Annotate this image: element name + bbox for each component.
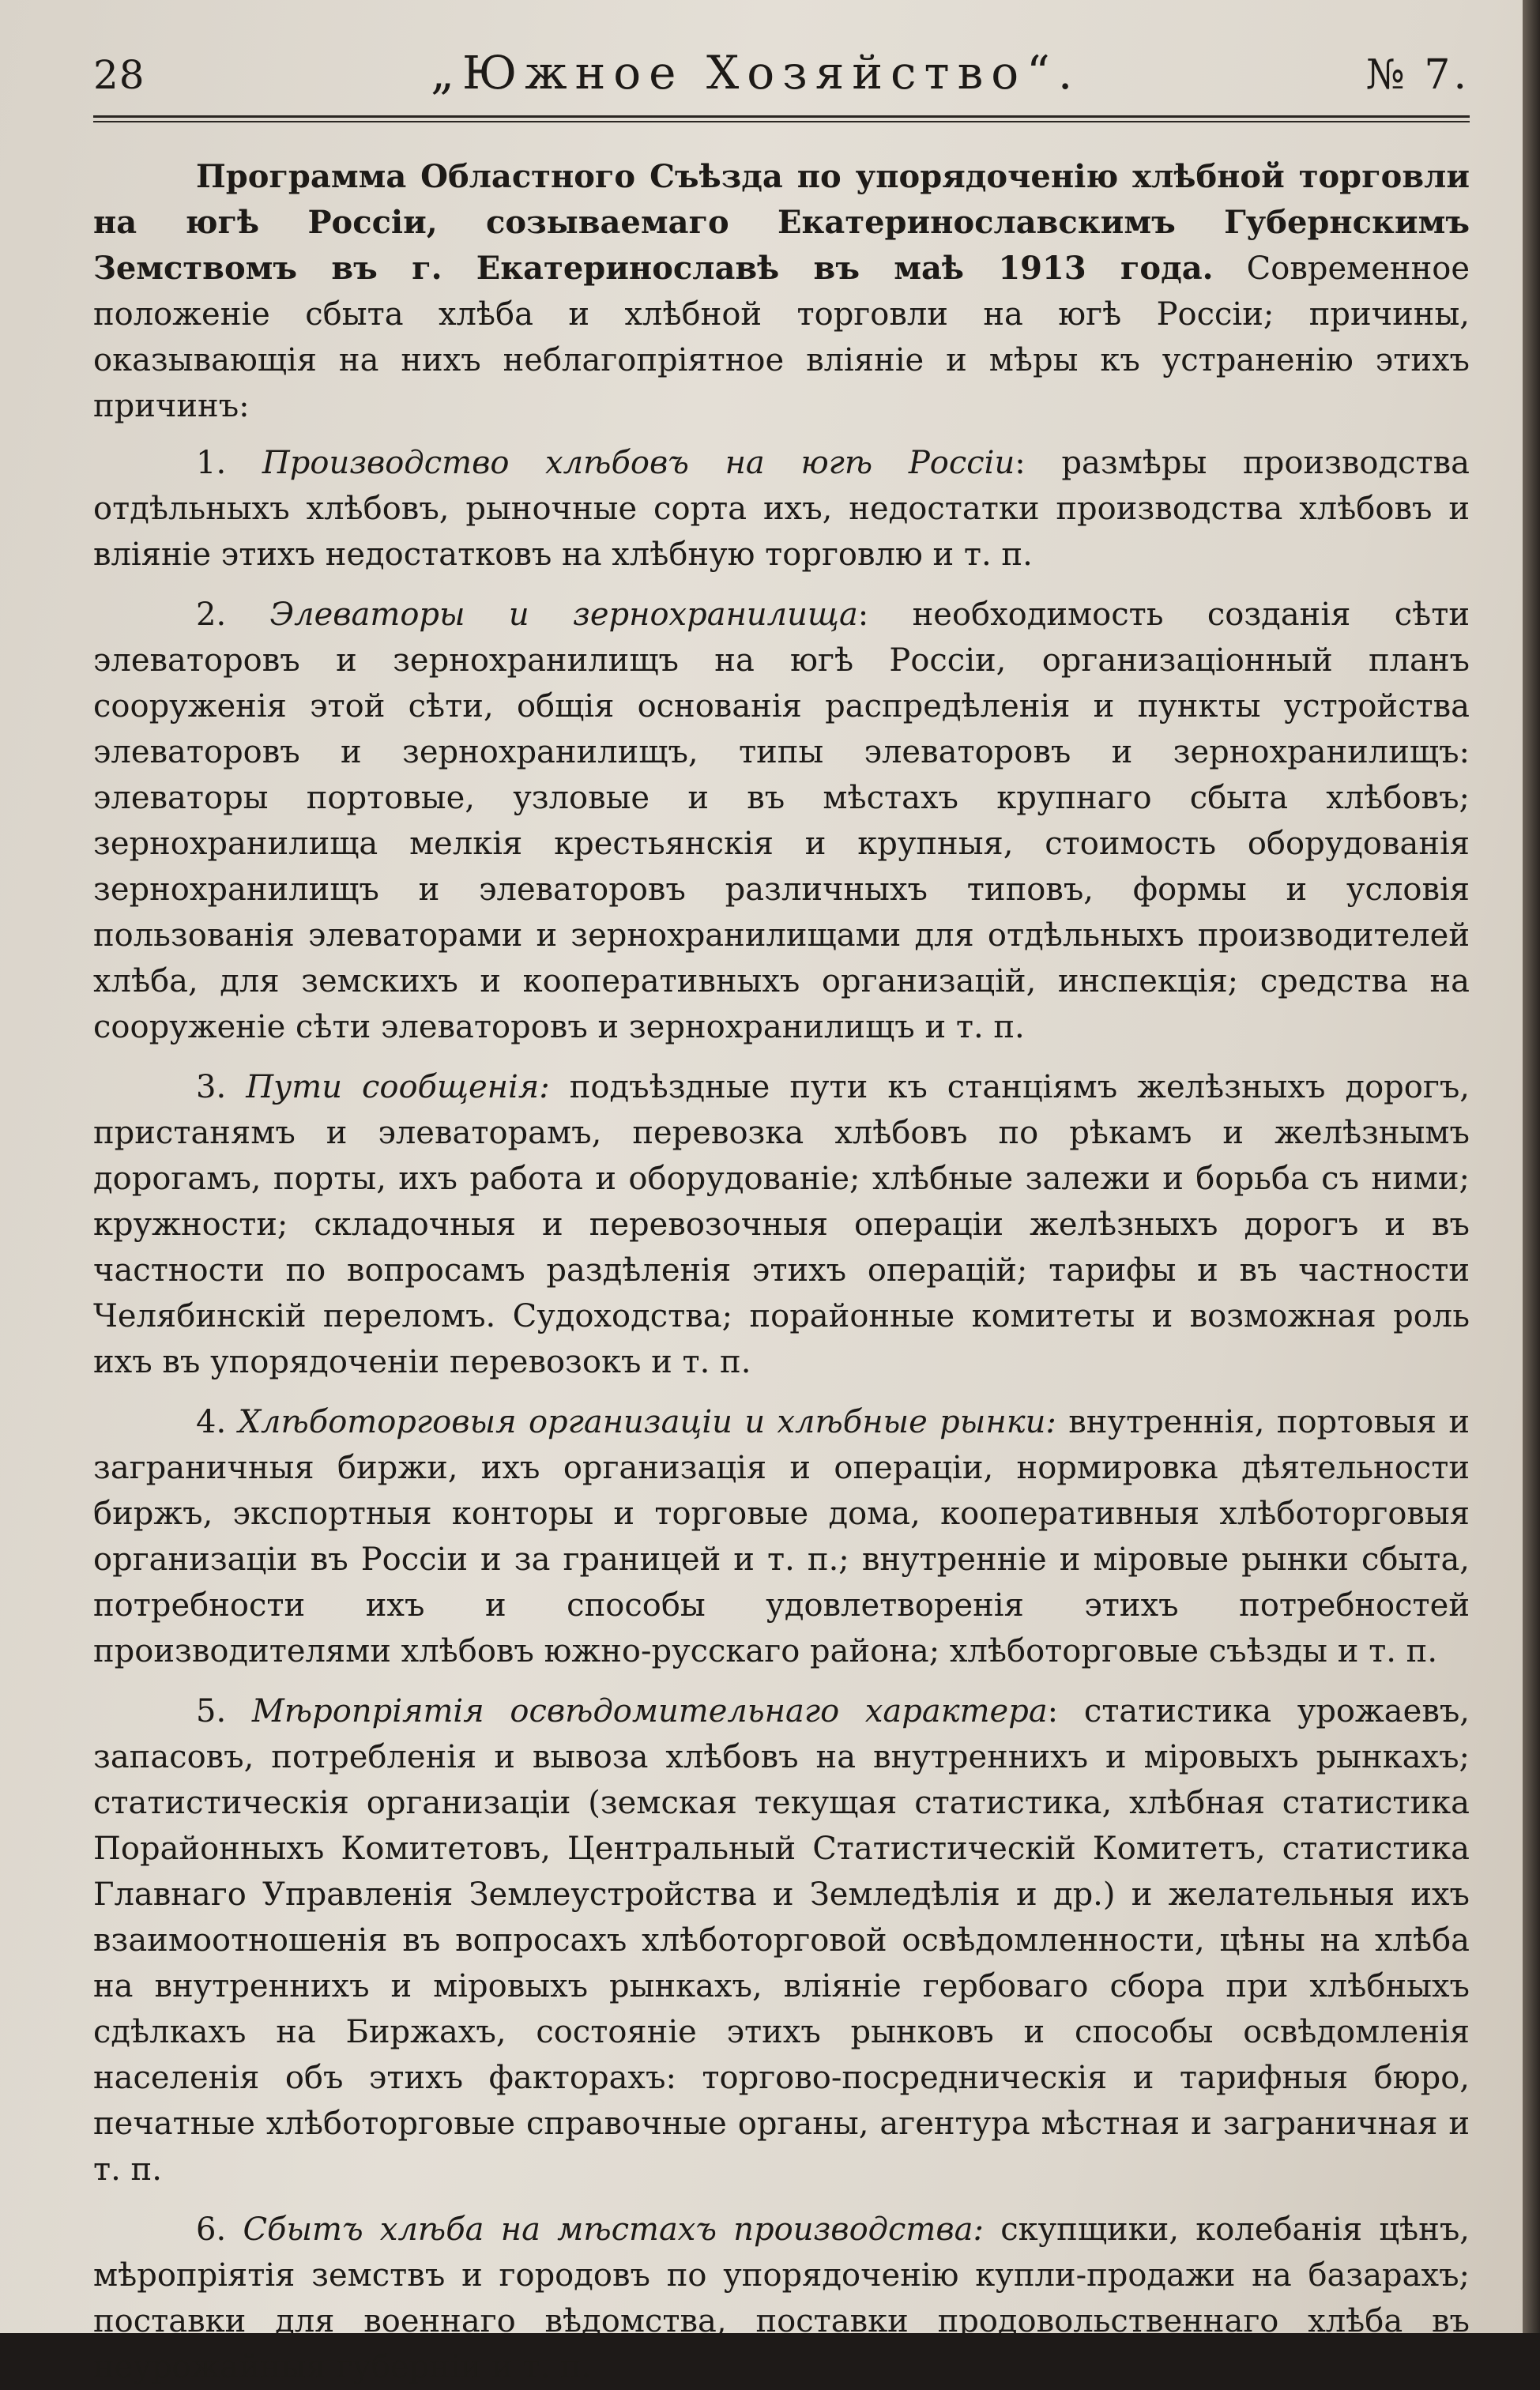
section-1 — [93, 440, 1470, 578]
issue-number: № 7. — [1365, 51, 1470, 99]
section-title: Хлѣботорговыя организаціи и хлѣбные рынки: — [238, 1404, 1056, 1440]
section-number: 5. — [196, 1693, 227, 1729]
section-text: скупщики, колебанія цѣнъ, мѣропріятія земствъ и городовъ по упорядоченію купли-продажи на базарахъ; поставки для военнаго вѣдомства, поставки продовольственнаго хлѣба въ неурожайныя губерніи и т. п. — [93, 2211, 1470, 2385]
section-number: 4. — [196, 1404, 227, 1440]
section-4 — [93, 1399, 1470, 1674]
program-title: Программа Областного Съѣзда по упорядоченію хлѣбной торговли на югѣ Россіи, созываемаго Екатеринославскимъ Губернскимъ Земствомъ въ г. Екатеринославѣ въ маѣ 1913 года. — [93, 158, 1470, 287]
section-text: подъѣздные пути къ станціямъ желѣзныхъ дорогъ, пристанямъ и элеваторамъ, перевозка хлѣбовъ по рѣкамъ и желѣзнымъ дорогамъ, порты, ихъ работа и оборудованіе; хлѣбные залежи и борьба съ ними; кружности; складочныя и перевозочныя операціи желѣзныхъ дорогъ и въ частности по вопросамъ раздѣленія этихъ операцій; тарифы и въ частности Челябинскій переломъ. Судоходства; порайонные комитеты и возможная роль ихъ въ упорядоченіи перевозокъ и т. п. — [93, 1069, 1470, 1380]
page-edge-shadow — [1523, 0, 1540, 2333]
section-title: Производство хлѣбовъ на югѣ Россіи — [262, 445, 1015, 481]
section-text: : необходимость созданія сѣти элеваторовъ и зернохранилищъ на югѣ Россіи, организаціонный планъ сооруженія этой сѣти, общія основанія распредѣленія и пункты устройства элеваторовъ и зернохранилищъ, типы элеваторовъ и зернохранилищъ: элеваторы портовые, узловые и въ мѣстахъ крупнаго сбыта хлѣбовъ; зернохранилища мелкія крестьянскія и крупныя, стоимость оборудованія зернохранилищъ и элеваторовъ различныхъ типовъ, формы и условія пользованія элеваторами и зернохранилищами для отдѣльныхъ производителей хлѣба, для земскихъ и кооперативныхъ организацій, инспекція; средства на сооруженіе сѣти элеваторовъ и зернохранилищъ и т. п. — [93, 597, 1470, 1045]
journal-title: „Южное Хозяйство“. — [430, 46, 1081, 100]
section-6 — [93, 2207, 1470, 2390]
section-2 — [93, 592, 1470, 1050]
intro-text: Современное положеніе сбыта хлѣба и хлѣбной торговли на югѣ Россіи; причины, оказывающія на нихъ неблагопріятное вліяніе и мѣры къ устраненію этихъ причинъ: — [93, 250, 1470, 424]
section-title: Сбытъ хлѣба на мѣстахъ производства: — [243, 2211, 984, 2248]
section-number: 2. — [196, 597, 227, 633]
section-3 — [93, 1064, 1470, 1385]
section-text: внутреннія, портовыя и заграничныя биржи, ихъ организація и операціи, нормировка дѣятельности биржъ, экспортныя конторы и торговые дома, кооперативныя хлѣботорговыя организаціи въ Россіи и за границей и т. п.; внутренніе и міровые рынки сбыта, потребности ихъ и способы удовлетворенія этихъ потребностей производителями хлѣбовъ южно-русскаго района; хлѣботорговые съѣзды и т. п. — [93, 1404, 1470, 1669]
section-number: 3. — [196, 1069, 227, 1105]
section-5 — [93, 1688, 1470, 2192]
section-title: Элеваторы и зернохранилища — [269, 597, 858, 633]
header-rule — [93, 115, 1470, 122]
intro-paragraph — [93, 154, 1470, 429]
section-text: : статистика урожаевъ, запасовъ, потребленія и вывоза хлѣбовъ на внутреннихъ и міровыхъ рынкахъ; статистическія организаціи (земская текущая статистика, хлѣбная статистика Порайонныхъ Комитетовъ, Центральный Статистическій Комитетъ, статистика Главнаго Управленія Землеустройства и Земледѣлія и др.) и желательныя ихъ взаимоотношенія въ вопросахъ хлѣботорговой освѣдомленности, цѣны на хлѣба на внутреннихъ и міровыхъ рынкахъ, вліяніе гербоваго сбора при хлѣбныхъ сдѣлкахъ на Биржахъ, состояніе этихъ рынковъ и способы освѣдомленія населенія объ этихъ факторахъ: торгово-посредническія и тарифныя бюро, печатные хлѣботорговые справочные органы, агентура мѣстная и заграничная и т. п. — [93, 1693, 1470, 2188]
section-text: : размѣры производства отдѣльныхъ хлѣбовъ, рыночные сорта ихъ, недостатки производства хлѣбовъ и вліяніе этихъ недостатковъ на хлѣбную торговлю и т. п. — [93, 445, 1470, 573]
section-number: 1. — [196, 445, 227, 481]
section-title: Пути сообщенія: — [246, 1069, 550, 1105]
page-number: 28 — [93, 52, 145, 98]
section-number: 6. — [196, 2211, 227, 2248]
page-header — [93, 46, 1470, 107]
section-title: Мѣропріятія освѣдомительнаго характера — [251, 1693, 1048, 1729]
